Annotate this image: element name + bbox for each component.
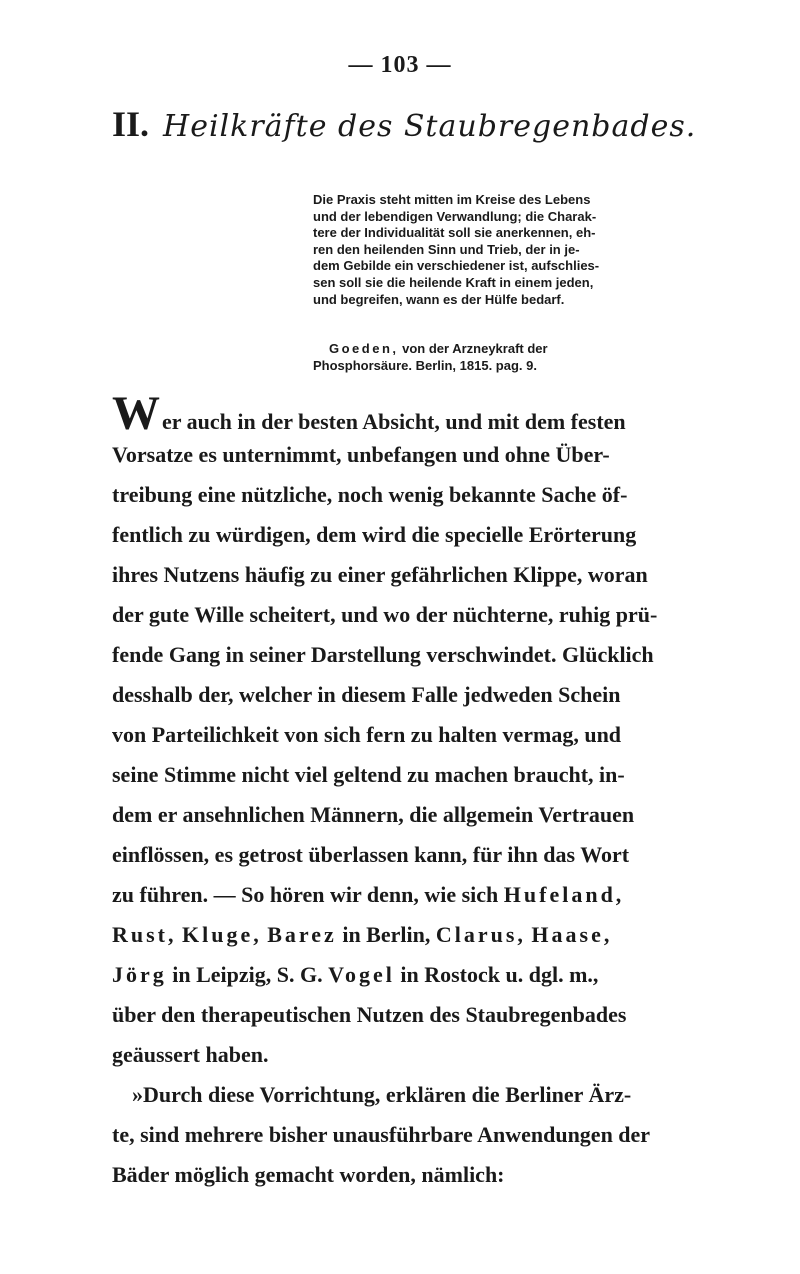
epigraph-line: und begreifen, wann es der Hülfe bedarf. [313,291,565,307]
body-line-text: in Rostock u. dgl. m., [394,962,599,987]
epigraph [313,192,745,308]
epigraph-line: sen soll sie die heilende Kraft in einem jeden, [313,274,594,290]
body-line-text: in Leipzig, S. G. [166,962,329,987]
body-line-text: zu führen. — So hören wir denn, wie sich [112,882,504,907]
body-line-text: in Berlin, [336,922,436,947]
author-name: Barez [267,922,337,947]
body-line: einflössen, es getrost überlassen kann, für ihn das Wort [112,842,630,867]
body-line: geäussert haben. [112,1042,269,1067]
body-line: seine Stimme nicht viel geltend zu machen braucht, in- [112,762,625,787]
body-line: fentlich zu würdigen, dem wird die specielle Erörterung [112,522,637,547]
chapter-title: Heilkräfte des Staubregenbades. [163,109,697,144]
author-name: Clarus, [435,922,526,947]
page-number: — 103 — [348,52,452,78]
author-name: Vogel [328,962,395,987]
author-name: Jörg [112,962,167,987]
epigraph-source-title: von der Arzneykraft der [398,341,548,356]
body-line: te, sind mehrere bisher unausführbare Anwendungen der [112,1122,651,1147]
body-line: treibung eine nützliche, noch wenig bekannte Sache öf- [112,482,628,507]
author-name: Kluge, [182,922,262,947]
body-line: Vorsatze es unternimmt, unbefangen und ohne Über- [112,442,610,467]
epigraph-line: dem Gebilde ein verschiedener ist, aufschlies- [313,258,600,274]
body-line [112,882,624,908]
epigraph-source-line [313,341,745,358]
author-name: Hufeland, [503,882,625,907]
epigraph-source-line: Phosphorsäure. Berlin, 1815. pag. 9. [313,357,537,373]
body-line: über den therapeutischen Nutzen des Staubregenbades [112,1002,627,1027]
body-line: »Durch diese Vorrichtung, erklären die Berliner Ärz- [132,1082,632,1107]
body-line [112,922,612,948]
chapter-heading [112,102,752,149]
epigraph-line: ren den heilenden Sinn und Trieb, der in je- [313,241,580,257]
body-line: der gute Wille scheitert, und wo der nüchterne, ruhig prü- [112,602,658,627]
epigraph-line: tere der Individualität soll sie anerkennen, eh- [313,225,596,241]
body-line-text: er auch in der besten Absicht, und mit dem festen [162,409,626,434]
body-line [112,962,598,988]
body-line: von Parteilichkeit von sich fern zu halten vermag, und [112,722,622,747]
drop-cap: W [112,387,160,440]
chapter-number: II. [112,104,150,144]
body-line: ihres Nutzens häufig zu einer gefährlichen Klippe, woran [112,562,648,587]
author-name: Haase, [531,922,613,947]
body-line [112,387,626,440]
body-line: dem er ansehnlichen Männern, die allgemein Vertrauen [112,802,635,827]
body-line: Bäder möglich gemacht worden, nämlich: [112,1162,505,1187]
body-line: fende Gang in seiner Darstellung verschwindet. Glücklich [112,642,654,667]
epigraph-line: und der lebendigen Verwandlung; die Charak- [313,208,597,224]
epigraph-line: Die Praxis steht mitten im Kreise des Lebens [313,192,591,207]
author-name: Rust, [112,922,177,947]
body-line: desshalb der, welcher in diesem Falle jedweden Schein [112,682,621,707]
epigraph-author: Goeden, [329,341,399,356]
epigraph-source [313,341,745,374]
